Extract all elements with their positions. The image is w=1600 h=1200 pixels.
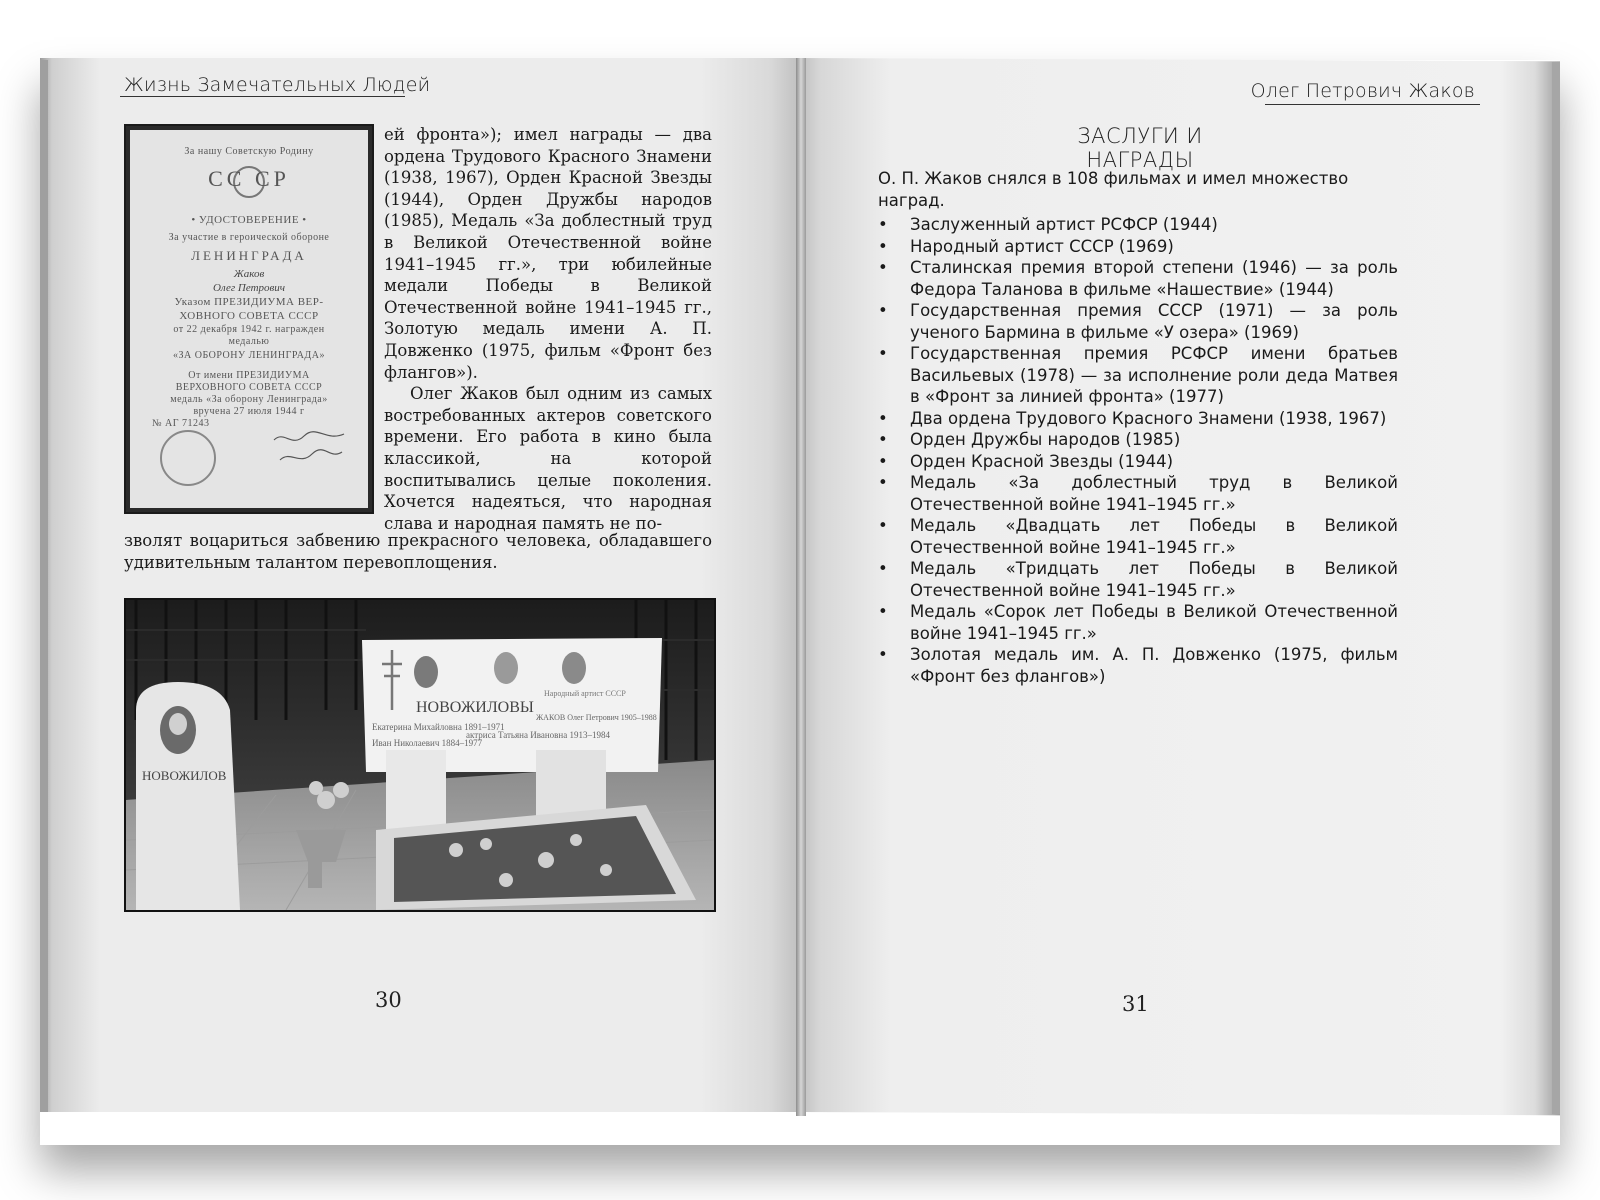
text-paragraph: Олег Жаков был одним из самых востребованных актеров советского времени. Его работа в кино была классикой, на которой воспитывались целые поколения. Хочется надеяться, что народная слава и народная память не по- bbox=[384, 384, 712, 533]
monument-inscription: ЖАКОВ Олег Петрович 1905–1988 bbox=[536, 713, 657, 722]
bullet-icon: • bbox=[878, 430, 888, 449]
certificate-line: От имени ПРЕЗИДИУМА bbox=[188, 370, 310, 381]
left-column-text bbox=[384, 124, 712, 534]
section-title: ЗАСЛУГИ И НАГРАДЫ bbox=[1077, 124, 1203, 172]
certificate-line: «ЗА ОБОРОНУ ЛЕНИНГРАДА» bbox=[173, 350, 325, 361]
left-page-edge bbox=[40, 60, 48, 1112]
award-text: Сталинская премия второй степени (1946) — за роль Федора Таланова в фильме «Нашествие» (1944) bbox=[910, 258, 1398, 299]
award-item bbox=[878, 558, 1398, 601]
award-text: Государственная премия РСФСР имени братьев Васильевых (1978) — за исполнение роли деда Матвея в «Фронт за линией фронта» (1977) bbox=[910, 344, 1398, 406]
bullet-icon: • bbox=[878, 473, 888, 492]
award-item bbox=[878, 300, 1398, 343]
bullet-icon: • bbox=[878, 215, 888, 234]
monument-inscription: Иван Николаевич 1884–1977 bbox=[372, 738, 483, 748]
award-text: Медаль «Двадцать лет Победы в Великой Отечественной войне 1941–1945 гг.» bbox=[910, 516, 1398, 557]
monument-inscription: Народный артист СССР bbox=[544, 689, 626, 698]
award-text: Золотая медаль им. А. П. Довженко (1975, фильм «Фронт без флангов») bbox=[910, 645, 1398, 686]
certificate-line: медалью bbox=[228, 336, 270, 347]
award-text: Государственная премия СССР (1971) — за роль ученого Бармина в фильме «У озера» (1969) bbox=[910, 301, 1398, 342]
official-seal-icon bbox=[160, 430, 216, 486]
award-item bbox=[878, 601, 1398, 644]
certificate-line: ВЕРХОВНОГО СОВЕТА СССР bbox=[175, 382, 323, 393]
award-text: Орден Дружбы народов (1985) bbox=[910, 430, 1181, 449]
certificate-paper bbox=[130, 130, 368, 508]
bullet-icon: • bbox=[878, 408, 888, 428]
award-item bbox=[878, 472, 1398, 515]
certificate-line: медаль «За оборону Ленинграда» bbox=[170, 394, 328, 405]
award-item bbox=[878, 515, 1398, 558]
certificate-line: За нашу Советскую Родину bbox=[184, 146, 314, 157]
bullet-icon: • bbox=[878, 602, 888, 621]
left-head-rule bbox=[120, 96, 405, 97]
grave-photo bbox=[124, 598, 716, 912]
award-text: Орден Красной Звезды (1944) bbox=[910, 451, 1174, 471]
bullet-icon: • bbox=[878, 258, 888, 277]
left-page-number: 30 bbox=[375, 988, 402, 1012]
left-running-head: Жизнь Замечательных Людей bbox=[124, 74, 431, 96]
certificate-line: ЛЕНИНГРАДА bbox=[191, 248, 307, 263]
award-item bbox=[878, 257, 1398, 300]
side-stone-name: НОВОЖИЛОВ bbox=[142, 768, 227, 783]
certificate-line: Указом ПРЕЗИДИУМА ВЕР- bbox=[174, 296, 324, 308]
monument-inscription: актриса Татьяна Ивановна 1913–1984 bbox=[466, 730, 610, 740]
certificate-line: За участие в героической обороне bbox=[168, 232, 330, 243]
award-text: Медаль «Сорок лет Победы в Великой Отечественной войне 1941–1945 гг.» bbox=[910, 602, 1398, 643]
bullet-icon: • bbox=[878, 236, 888, 256]
book-spine bbox=[796, 58, 806, 1116]
intro-text: О. П. Жаков снялся в 108 фильмах и имел множество наград. bbox=[878, 169, 1349, 210]
award-text: Два ордена Трудового Красного Знамени (1938, 1967) bbox=[910, 408, 1387, 428]
bullet-icon: • bbox=[878, 451, 888, 471]
signature-icon bbox=[270, 428, 350, 468]
right-page-number: 31 bbox=[1122, 992, 1149, 1016]
right-head-rule bbox=[1265, 104, 1480, 105]
certificate-line: от 22 декабря 1942 г. награжден bbox=[173, 324, 325, 335]
bullet-icon: • bbox=[878, 645, 888, 664]
bullet-icon: • bbox=[878, 301, 888, 320]
award-item bbox=[878, 644, 1398, 687]
monument-inscription: Екатерина Михайловна 1891–1971 bbox=[372, 722, 505, 732]
bullet-icon: • bbox=[878, 516, 888, 535]
award-item bbox=[878, 343, 1398, 408]
award-item bbox=[878, 236, 1398, 258]
text-paragraph: ей фронта»); имел награды — два ордена Трудового Красного Знамени (1938, 1967), Орден Красной Звезды (1944), Орден Дружбы народов (1985), Медаль «За доблестный труд в Великой Отечественной войне 1941–1945 гг.», три юбилейные медали Победы в Великой Отечественной войне 1941–1945 гг., Золотую медаль имени А. П. Довженко (1975, фильм «Фронт без флангов»). bbox=[384, 125, 712, 382]
certificate-line: Олег Петрович bbox=[212, 282, 286, 294]
award-text: Медаль «Тридцать лет Победы в Великой Отечественной войне 1941–1945 гг.» bbox=[910, 559, 1398, 600]
certificate-line: Жаков bbox=[233, 268, 265, 280]
award-item bbox=[878, 429, 1398, 451]
award-text: Медаль «За доблестный труд в Великой Отечественной войне 1941–1945 гг.» bbox=[910, 473, 1398, 514]
certificate-image bbox=[124, 124, 374, 514]
right-page-edge bbox=[1552, 62, 1560, 1114]
left-full-width-text: зволят воцариться забвению прекрасного человека, обладавшего удивительным талантом перевоплощения. bbox=[124, 531, 712, 572]
award-text: Заслуженный артист РСФСР (1944) bbox=[910, 215, 1218, 234]
certificate-line: вручена 27 июля 1944 г bbox=[193, 406, 305, 417]
right-running-head: Олег Петрович Жаков bbox=[1250, 80, 1475, 102]
award-item bbox=[878, 214, 1398, 236]
award-item bbox=[878, 408, 1398, 430]
award-text: Народный артист СССР (1969) bbox=[910, 236, 1174, 256]
certificate-line: № АГ 71243 bbox=[152, 418, 210, 429]
certificate-line: • УДОСТОВЕРЕНИЕ • bbox=[191, 214, 307, 226]
monument-name: НОВОЖИЛОВЫ bbox=[416, 699, 534, 716]
awards-list bbox=[878, 214, 1398, 687]
award-item bbox=[878, 451, 1398, 473]
bullet-icon: • bbox=[878, 344, 888, 363]
bullet-icon: • bbox=[878, 559, 888, 578]
grave-photo-illustration bbox=[126, 600, 714, 910]
certificate-line: СС СР bbox=[208, 166, 290, 191]
certificate-line: ХОВНОГО СОВЕТА СССР bbox=[179, 310, 319, 322]
